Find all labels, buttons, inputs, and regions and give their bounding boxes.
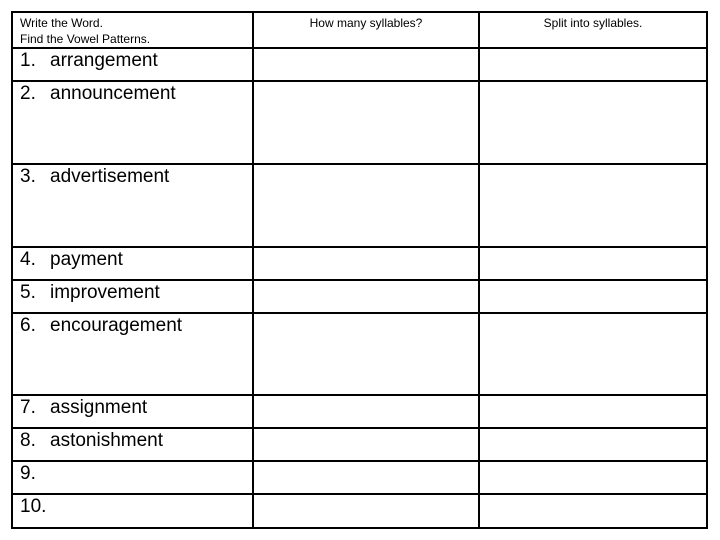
split-syllables-cell[interactable] bbox=[479, 48, 707, 81]
syllable-count-cell[interactable] bbox=[253, 164, 479, 247]
word-text: assignment bbox=[50, 397, 148, 418]
header-split-syllables bbox=[479, 12, 707, 48]
syllable-count-cell[interactable] bbox=[253, 81, 479, 164]
syllable-count-cell[interactable] bbox=[253, 247, 479, 280]
word-cell bbox=[12, 395, 253, 428]
table-row bbox=[12, 280, 707, 313]
word-cell bbox=[12, 48, 253, 81]
syllable-count-cell[interactable] bbox=[253, 395, 479, 428]
split-syllables-cell[interactable] bbox=[479, 164, 707, 247]
syllable-count-cell[interactable] bbox=[253, 313, 479, 395]
header-syllable-count bbox=[253, 12, 479, 48]
word-text: astonishment bbox=[50, 430, 164, 451]
header-split-syllables-label: Split into syllables. bbox=[543, 16, 643, 30]
word-text: advertisement bbox=[50, 166, 170, 187]
header-write-word-line1: Write the Word. bbox=[20, 16, 103, 30]
word-cell bbox=[12, 164, 253, 247]
table-row bbox=[12, 247, 707, 280]
row-number: 2. bbox=[20, 83, 36, 104]
word-text: improvement bbox=[50, 282, 160, 303]
table-row bbox=[12, 494, 707, 528]
word-cell bbox=[12, 313, 253, 395]
table-row bbox=[12, 313, 707, 395]
word-cell bbox=[12, 247, 253, 280]
table-row bbox=[12, 48, 707, 81]
word-cell bbox=[12, 280, 253, 313]
syllable-count-cell[interactable] bbox=[253, 48, 479, 81]
syllable-count-cell[interactable] bbox=[253, 280, 479, 313]
split-syllables-cell[interactable] bbox=[479, 313, 707, 395]
word-cell[interactable] bbox=[12, 461, 253, 494]
word-cell bbox=[12, 81, 253, 164]
split-syllables-cell[interactable] bbox=[479, 395, 707, 428]
word-text: announcement bbox=[50, 83, 176, 104]
word-cell[interactable] bbox=[12, 494, 253, 528]
word-text: arrangement bbox=[50, 50, 158, 71]
row-number: 1. bbox=[20, 50, 36, 71]
split-syllables-cell[interactable] bbox=[479, 280, 707, 313]
row-number: 3. bbox=[20, 166, 36, 187]
word-cell bbox=[12, 428, 253, 461]
split-syllables-cell[interactable] bbox=[479, 428, 707, 461]
header-syllable-count-label: How many syllables? bbox=[309, 16, 423, 30]
row-number: 9. bbox=[20, 463, 36, 484]
table-row bbox=[12, 461, 707, 494]
word-text: encouragement bbox=[50, 315, 183, 336]
row-number: 5. bbox=[20, 282, 36, 303]
table-row bbox=[12, 428, 707, 461]
row-number: 8. bbox=[20, 430, 36, 451]
table-row bbox=[12, 81, 707, 164]
header-write-word bbox=[12, 12, 253, 48]
header-row bbox=[12, 12, 707, 48]
split-syllables-cell[interactable] bbox=[479, 247, 707, 280]
syllable-worksheet-table bbox=[11, 11, 708, 529]
word-text: payment bbox=[50, 249, 123, 270]
split-syllables-cell[interactable] bbox=[479, 461, 707, 494]
table-row bbox=[12, 164, 707, 247]
split-syllables-cell[interactable] bbox=[479, 81, 707, 164]
row-number: 10. bbox=[20, 496, 47, 517]
syllable-count-cell[interactable] bbox=[253, 494, 479, 528]
header-write-word-line2: Find the Vowel Patterns. bbox=[20, 32, 151, 46]
row-number: 7. bbox=[20, 397, 36, 418]
row-number: 6. bbox=[20, 315, 36, 336]
syllable-count-cell[interactable] bbox=[253, 461, 479, 494]
row-number: 4. bbox=[20, 249, 36, 270]
syllable-count-cell[interactable] bbox=[253, 428, 479, 461]
split-syllables-cell[interactable] bbox=[479, 494, 707, 528]
table-row bbox=[12, 395, 707, 428]
